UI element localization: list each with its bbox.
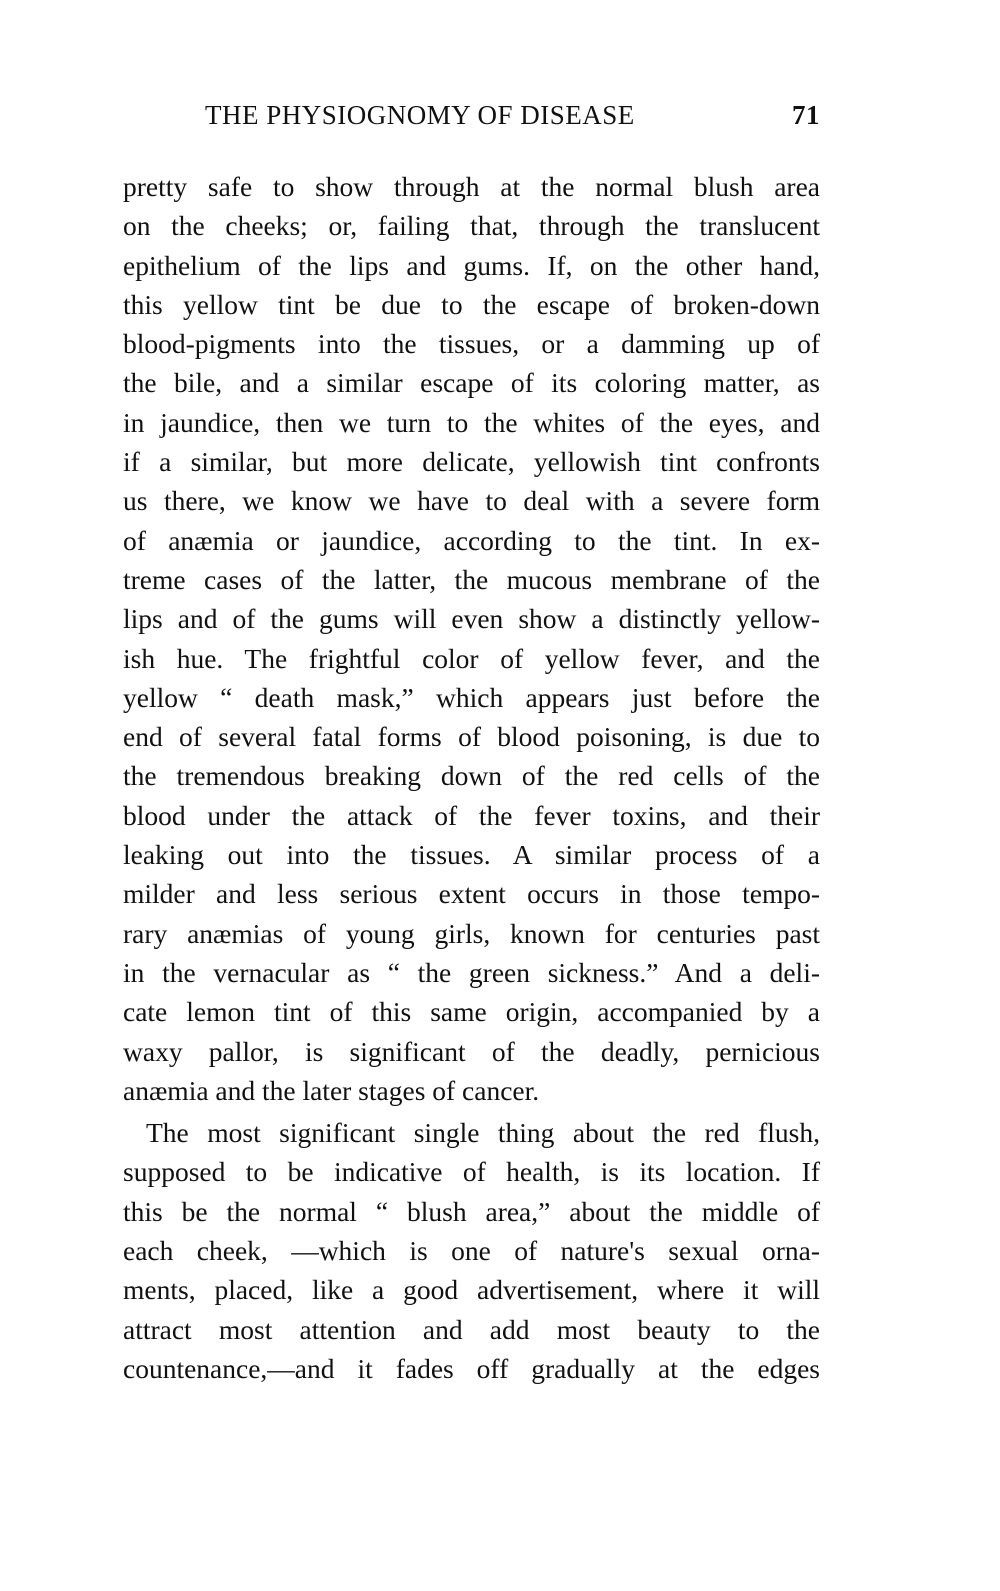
- text-line: this yellow tint be due to the escape of broken-down: [123, 288, 820, 320]
- running-title: THE PHYSIOGNOMY OF DISEASE: [205, 100, 635, 130]
- paragraph: [123, 1113, 820, 1388]
- text-line: each cheek, —which is one of nature's sexual orna-: [123, 1235, 820, 1267]
- text-line: treme cases of the latter, the mucous membrane of the: [123, 563, 820, 595]
- text-line: blood under the attack of the fever toxins, and their: [123, 799, 820, 831]
- text-line: The most significant single thing about the red flush,: [146, 1117, 820, 1149]
- running-header: [205, 100, 820, 140]
- text-line: waxy pallor, is significant of the deadly, pernicious: [123, 1035, 820, 1067]
- text-line: supposed to be indicative of health, is its location. If: [123, 1156, 820, 1188]
- text-line: end of several fatal forms of blood poisoning, is due to: [123, 721, 820, 753]
- text-line: in the vernacular as “ the green sickness.” And a deli-: [123, 956, 820, 988]
- text-line: on the cheeks; or, failing that, through the translucent: [123, 210, 820, 242]
- page-number: 71: [792, 100, 820, 130]
- text-line: ments, placed, like a good advertisement, where it will: [123, 1274, 820, 1306]
- text-line: if a similar, but more delicate, yellowish tint confronts: [123, 446, 820, 478]
- text-line: of anæmia or jaundice, according to the tint. In ex-: [123, 524, 820, 556]
- text-line: in jaundice, then we turn to the whites of the eyes, and: [123, 406, 820, 438]
- text-line: the bile, and a similar escape of its coloring matter, as: [123, 367, 820, 399]
- text-line: yellow “ death mask,” which appears just before the: [123, 681, 820, 713]
- text-line: us there, we know we have to deal with a severe form: [123, 485, 820, 517]
- text-line: lips and of the gums will even show a distinctly yellow-: [123, 603, 820, 635]
- text-line: ish hue. The frightful color of yellow fever, and the: [123, 642, 820, 674]
- text-line: milder and less serious extent occurs in those tempo-: [123, 878, 820, 910]
- text-line: leaking out into the tissues. A similar process of a: [123, 839, 820, 871]
- text-line: this be the normal “ blush area,” about the middle of: [123, 1195, 820, 1227]
- text-line: epithelium of the lips and gums. If, on the other hand,: [123, 249, 820, 281]
- text-line: blood-pigments into the tissues, or a damming up of: [123, 328, 820, 360]
- paragraph: [123, 167, 820, 1110]
- text-line: pretty safe to show through at the normal blush area: [123, 171, 820, 202]
- body-text: [123, 167, 820, 1388]
- text-line: anæmia and the later stages of cancer.: [123, 1074, 540, 1106]
- text-line: cate lemon tint of this same origin, accompanied by a: [123, 996, 820, 1028]
- text-line: rary anæmias of young girls, known for centuries past: [123, 917, 820, 949]
- text-line: attract most attention and add most beauty to the: [123, 1313, 820, 1345]
- text-line: countenance,—and it fades off gradually at the edges: [123, 1352, 820, 1384]
- text-line: the tremendous breaking down of the red cells of the: [123, 760, 820, 792]
